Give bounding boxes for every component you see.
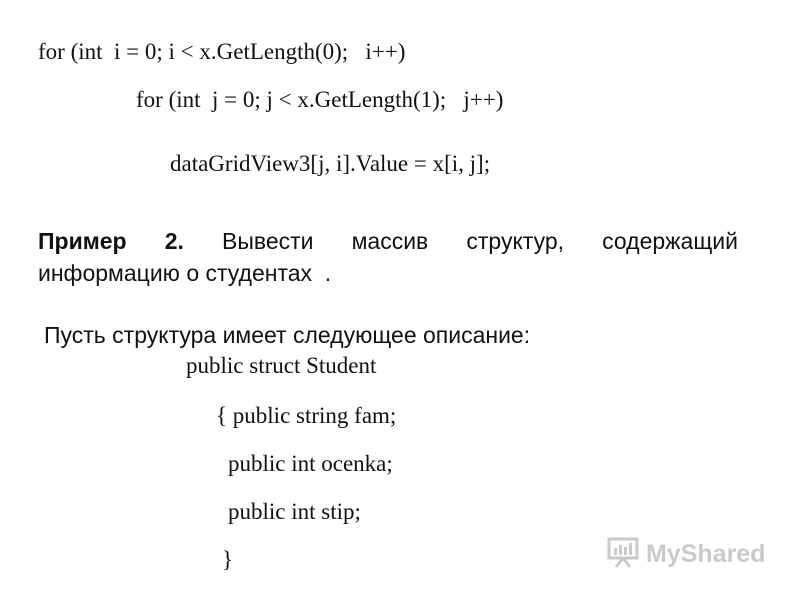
struct-intro: Пусть структура имеет следующее описание: (44, 322, 531, 348)
code-assignment: dataGridView3[j, i].Value = x[i, j]; (170, 151, 491, 176)
struct-field-ocenka: public int ocenka; (228, 451, 393, 476)
struct-closing-brace: } (222, 547, 234, 572)
code-loop-inner: for (int j = 0; j < x.GetLength(1); j++) (136, 87, 504, 112)
example-label: Пример (38, 228, 127, 254)
example-heading-line (38, 226, 738, 256)
example-word-3: структур, (466, 228, 564, 254)
struct-field-stip: public int stip; (228, 499, 361, 524)
example-word-2: массив (351, 228, 429, 254)
example-word-1: Вывести (221, 228, 314, 254)
presentation-board-icon (606, 535, 640, 574)
code-loop-outer: for (int i = 0; i < x.GetLength(0); i++) (38, 39, 406, 64)
example-word-4: содержащий (602, 228, 738, 254)
struct-field-fam: { public string fam; (216, 403, 397, 428)
struct-declaration: public struct Student (186, 353, 377, 378)
watermark (606, 536, 765, 572)
watermark-brand: MyShared (646, 539, 766, 568)
example-line-2: информацию о студентах . (38, 260, 332, 286)
example-number: 2. (164, 228, 184, 254)
